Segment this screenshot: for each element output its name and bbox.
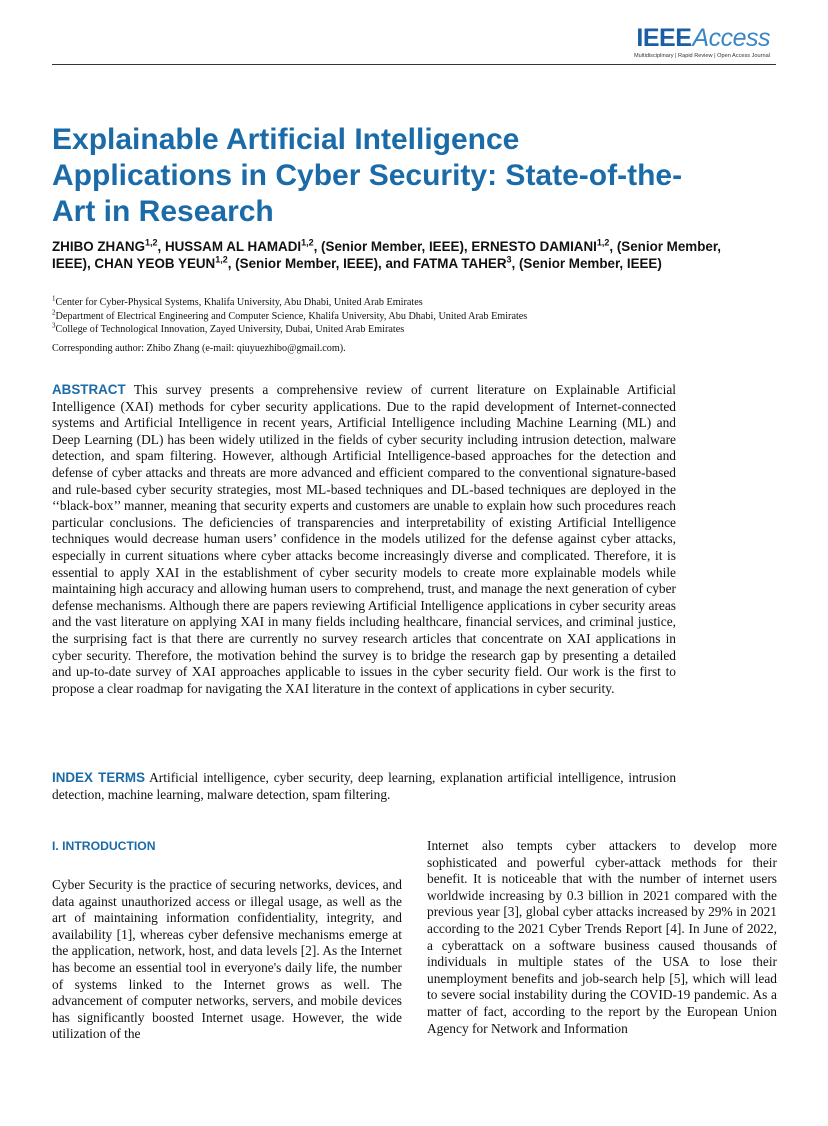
intro-paragraph-right: Internet also tempts cyber attackers to develop more sophisticated and powerful cyber-attack methods for their benefit. It is noticeable that with the number of internet users worldwide increasing by 0.3 billion in 2021 compared with the previous year [3], global cyber attacks increased by 29% in 2021 according to the 2021 Cyber Trends Report [4]. In June of 2022, a cyberattack on a software business caused thousands of individuals in multiple states of the USA to lose their unemployment benefits and job-search help [5], which will lead to severe social instability during the COVID-19 pandemic. As a matter of fact, according to the report by the European Union Agency for Network and Information (427, 838, 777, 1036)
author-affiliation-mark: 3 (506, 254, 512, 265)
affiliation-text: Department of Electrical Engineering and Computer Science, Khalifa University, Abu Dhabi, United Arab Emirates (55, 310, 528, 322)
intro-right-column (427, 838, 777, 1037)
index-terms (52, 770, 676, 803)
logo-tagline: Multidisciplinary | Rapid Review | Open Access Journal (634, 53, 770, 59)
logo-ieee-text: IEEE (636, 24, 692, 52)
paper-title: Explainable Artificial Intelligence Applications in Cyber Security: State-of-the-Art in Research (52, 123, 683, 228)
author-affiliation-mark: 1,2 (596, 237, 610, 248)
abstract-label: ABSTRACT (52, 382, 126, 397)
affiliations (52, 296, 752, 337)
author-name: HUSSAM AL HAMADI (164, 239, 302, 254)
index-terms-label: INDEX TERMS (52, 770, 146, 785)
affiliation-text: Center for Cyber-Physical Systems, Khalifa University, Abu Dhabi, United Arab Emirates (55, 297, 423, 308)
affiliation-line (52, 323, 752, 337)
author-name: CHAN YEOB YEUN (94, 256, 216, 271)
affiliation-number: 1 (52, 294, 56, 303)
author-name: ZHIBO ZHANG (52, 239, 145, 254)
intro-paragraph-left: Cyber Security is the practice of securing networks, devices, and data against unauthorized access or illegal usage, as well as the art of maintaining information confidentiality, integrity, and availability [1], whereas cyber defensive mechanisms emerge at the application, network, host, and data levels [2]. As the Internet has become an essential tool in everyone's daily life, the number of systems linked to the Internet grows as well. The advancement of computer networks, servers, and mobile devices has significantly boosted Internet usage. However, the wide utilization of the (52, 877, 402, 1042)
author-suffix: , (Senior Member, IEEE), (52, 239, 722, 271)
affiliation-line (52, 310, 752, 324)
ieee-access-logo (634, 24, 770, 59)
author-suffix: , (Senior Member, IEEE), (313, 239, 472, 254)
abstract (52, 382, 676, 697)
author-suffix: , (Senior Member, IEEE) (511, 256, 662, 271)
author-suffix: , (Senior Member, IEEE), and (227, 256, 414, 271)
author-affiliation-mark: 1,2 (144, 237, 158, 248)
index-terms-text: Artificial intelligence, cyber security, deep learning, explanation artificial intelligence, intrusion detection, machine learning, malware detection, spam filtering. (52, 770, 677, 802)
author-suffix: , (157, 239, 165, 254)
section-heading-introduction: I. INTRODUCTION (52, 839, 156, 853)
intro-left-column (52, 838, 402, 1043)
corresponding-author: Corresponding author: Zhibo Zhang (e-mail: qiuyuezhibo@gmail.com). (52, 343, 346, 354)
author-affiliation-mark: 1,2 (301, 237, 314, 248)
affiliation-number: 3 (52, 321, 56, 330)
affiliation-number: 2 (52, 308, 56, 317)
author-affiliation-mark: 1,2 (215, 254, 228, 265)
author-list (52, 238, 742, 272)
logo-access-text: Access (692, 24, 770, 52)
author-name: FATMA TAHER (413, 256, 507, 271)
journal-header (52, 22, 776, 65)
affiliation-text: College of Technological Innovation, Zayed University, Dubai, United Arab Emirates (55, 324, 405, 335)
affiliation-line (52, 296, 752, 310)
author-name: ERNESTO DAMIANI (471, 239, 597, 254)
abstract-text: This survey presents a comprehensive review of current literature on Explainable Artificial Intelligence (XAI) methods for cyber security applications. Due to the rapid development of Internet-connected systems and Artificial Intelligence in recent years, Artificial Intelligence including Machine Learning (ML) and Deep Learning (DL) has been widely utilized in the fields of cyber security including intrusion detection, malware detection, and spam filtering. However, although Artificial Intelligence-based approaches for the detection and defense of cyber attacks and threats are more advanced and efficient compared to the conventional signature-based and rule-based cyber security strategies, most ML-based techniques and DL-based techniques are deployed in the ‘‘black-box’’ manner, meaning that security experts and customers are unable to explain how such procedures reach particular conclusions. The deficiencies of transparencies and interpretability of existing Artificial Intelligence techniques would decrease human users’ confidence in the models utilized for the defense against cyber attacks, especially in current situations where cyber attacks become increasingly diverse and complicated. Therefore, it is essential to apply XAI in the establishment of cyber security models to create more explainable models while maintaining high accuracy and allowing human users to comprehend, trust, and manage the next generation of cyber defense mechanisms. Although there are papers reviewing Artificial Intelligence applications in cyber security areas and the vast literature on applying XAI in many fields including healthcare, financial services, and criminal justice, the surprising fact is that there are currently no survey research articles that concentrate on XAI applications in cyber security. Therefore, the motivation behind the survey is to bridge the research gap by presenting a detailed and up-to-date survey of XAI approaches applicable to issues in the cyber security field. Our work is the first to propose a clear roadmap for navigating the XAI literature in the context of applications in cyber security. (52, 382, 677, 696)
